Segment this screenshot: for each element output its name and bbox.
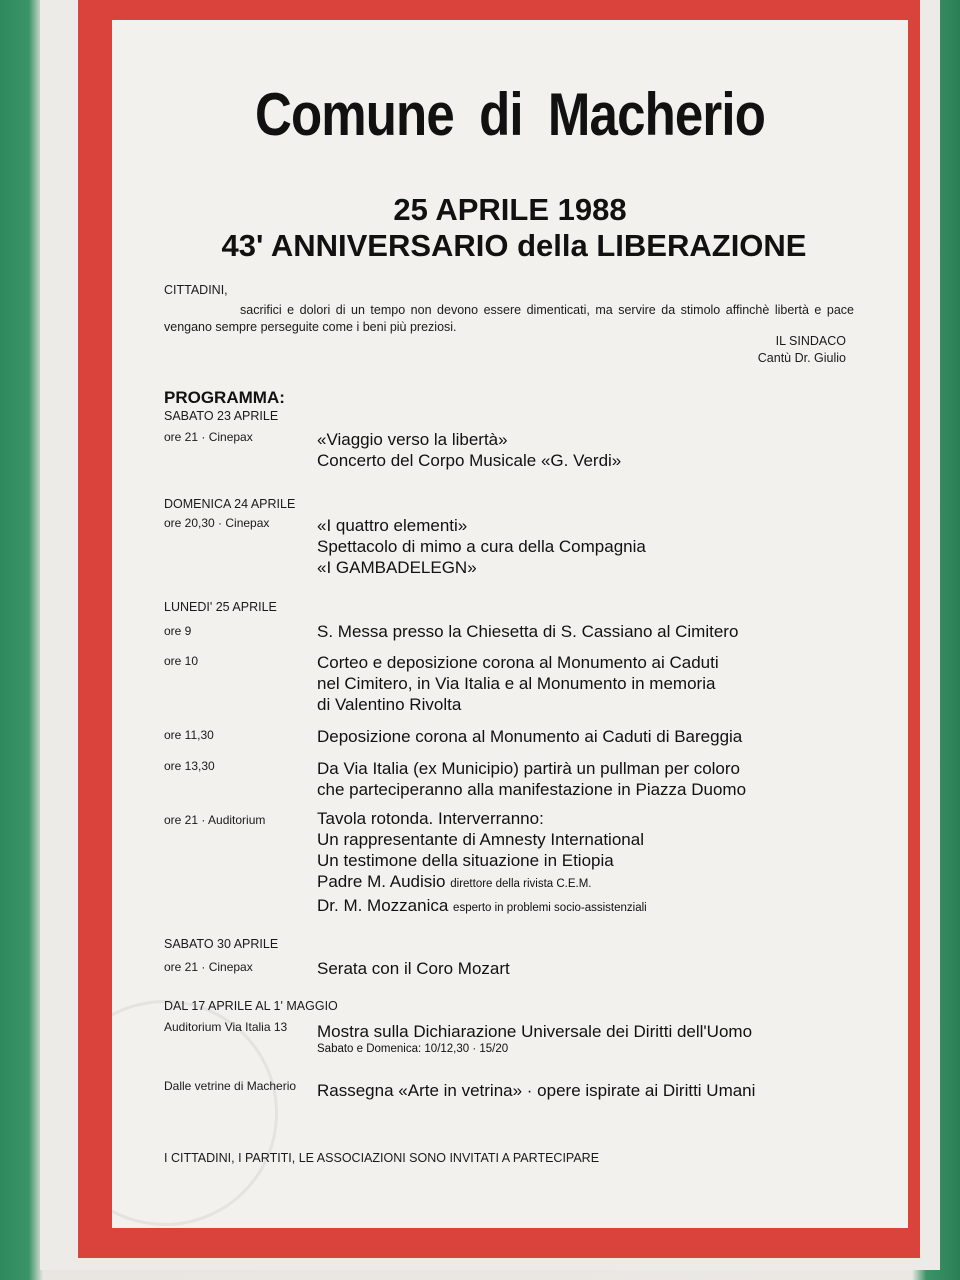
- poster-date: 25 APRILE 1988: [393, 192, 627, 227]
- poster-sheet: [112, 20, 908, 1228]
- event-time: ore 21 · Cinepax: [164, 960, 253, 974]
- event-place: Auditorium Via Italia 13: [164, 1020, 288, 1034]
- speaker-line: [317, 895, 647, 919]
- event-line: Da Via Italia (ex Municipio) partirà un pullman per coloro: [317, 759, 740, 778]
- day-heading: LUNEDI' 25 APRILE: [164, 600, 277, 614]
- speaker-line: [317, 871, 647, 895]
- event-line: Concerto del Corpo Musicale «G. Verdi»: [317, 451, 622, 470]
- speaker-name: Padre M. Audisio: [317, 872, 446, 891]
- event-line: Deposizione corona al Monumento ai Caduti di Bareggia: [317, 727, 743, 746]
- event-line: Un testimone della situazione in Etiopia: [317, 851, 614, 870]
- closing-invitation: I CITTADINI, I PARTITI, LE ASSOCIAZIONI SONO INVITATI A PARTECIPARE: [164, 1151, 600, 1165]
- event-line: S. Messa presso la Chiesetta di S. Cassiano al Cimitero: [317, 622, 739, 641]
- event-description: [317, 621, 738, 642]
- event-time: ore 21 · Auditorium: [164, 813, 266, 827]
- speaker-name: Dr. M. Mozzanica: [317, 896, 449, 915]
- event-time: ore 9: [164, 624, 192, 638]
- event-description: [317, 758, 746, 800]
- speaker-role: esperto in problemi socio-assistenziali: [453, 902, 647, 914]
- day-heading: SABATO 23 APRILE: [164, 409, 279, 423]
- event-line: «I quattro elementi»: [317, 516, 468, 535]
- signature-title: IL SINDACO: [775, 334, 846, 348]
- event-description: [317, 1080, 755, 1101]
- event-line: Un rappresentante di Amnesty International: [317, 830, 644, 849]
- event-time: ore 13,30: [164, 759, 215, 773]
- event-time: ore 10: [164, 654, 199, 668]
- speaker-role: direttore della rivista C.E.M.: [450, 878, 592, 890]
- day-heading: DAL 17 APRILE AL 1' MAGGIO: [164, 999, 338, 1013]
- event-line: «Viaggio verso la libertà»: [317, 430, 508, 449]
- mayor-signature: [758, 333, 846, 367]
- event-line: Rassegna «Arte in vetrina» · opere ispirate ai Diritti Umani: [317, 1081, 756, 1100]
- program-heading: PROGRAMMA:: [164, 388, 285, 407]
- event-hours: Sabato e Domenica: 10/12,30 · 15/20: [317, 1043, 509, 1055]
- poster-title: Comune di Macherio: [254, 81, 766, 148]
- event-description: [317, 958, 510, 979]
- day-heading: DOMENICA 24 APRILE: [164, 497, 296, 511]
- event-time: ore 21 · Cinepax: [164, 430, 253, 444]
- event-line: Corteo e deposizione corona al Monumento ai Caduti: [317, 653, 719, 672]
- event-line: che parteciperanno alla manifestazione in Piazza Duomo: [317, 780, 747, 799]
- event-description: [317, 652, 719, 715]
- day-heading: SABATO 30 APRILE: [164, 937, 279, 951]
- event-line: di Valentino Rivolta: [317, 695, 462, 714]
- event-time: ore 20,30 · Cinepax: [164, 516, 270, 530]
- event-description: [317, 429, 621, 471]
- event-description: [317, 726, 742, 747]
- event-line: Tavola rotonda. Interverranno:: [317, 809, 544, 828]
- event-description: [317, 808, 647, 919]
- event-line: Serata con il Coro Mozart: [317, 959, 510, 978]
- poster-anniversary: 43' ANNIVERSARIO della LIBERAZIONE: [221, 228, 807, 263]
- event-description: [317, 1021, 752, 1056]
- message-heading: CITTADINI,: [164, 283, 228, 297]
- event-line: «I GAMBADELEGN»: [317, 558, 477, 577]
- event-line: Mostra sulla Dichiarazione Universale dei Diritti dell'Uomo: [317, 1022, 753, 1041]
- event-description: [317, 515, 646, 578]
- message-text: sacrifici e dolori di un tempo non devono essere dimenticati, ma servire da stimolo affinchè libertà e pace vengano sempre perseguite come i beni più preziosi.: [164, 303, 854, 334]
- event-time: ore 11,30: [164, 728, 214, 742]
- event-line: nel Cimitero, in Via Italia e al Monumento in memoria: [317, 674, 716, 693]
- signature-name: Cantù Dr. Giulio: [757, 351, 846, 365]
- event-line: Spettacolo di mimo a cura della Compagnia: [317, 537, 646, 556]
- event-place: Dalle vetrine di Macherio: [164, 1079, 297, 1093]
